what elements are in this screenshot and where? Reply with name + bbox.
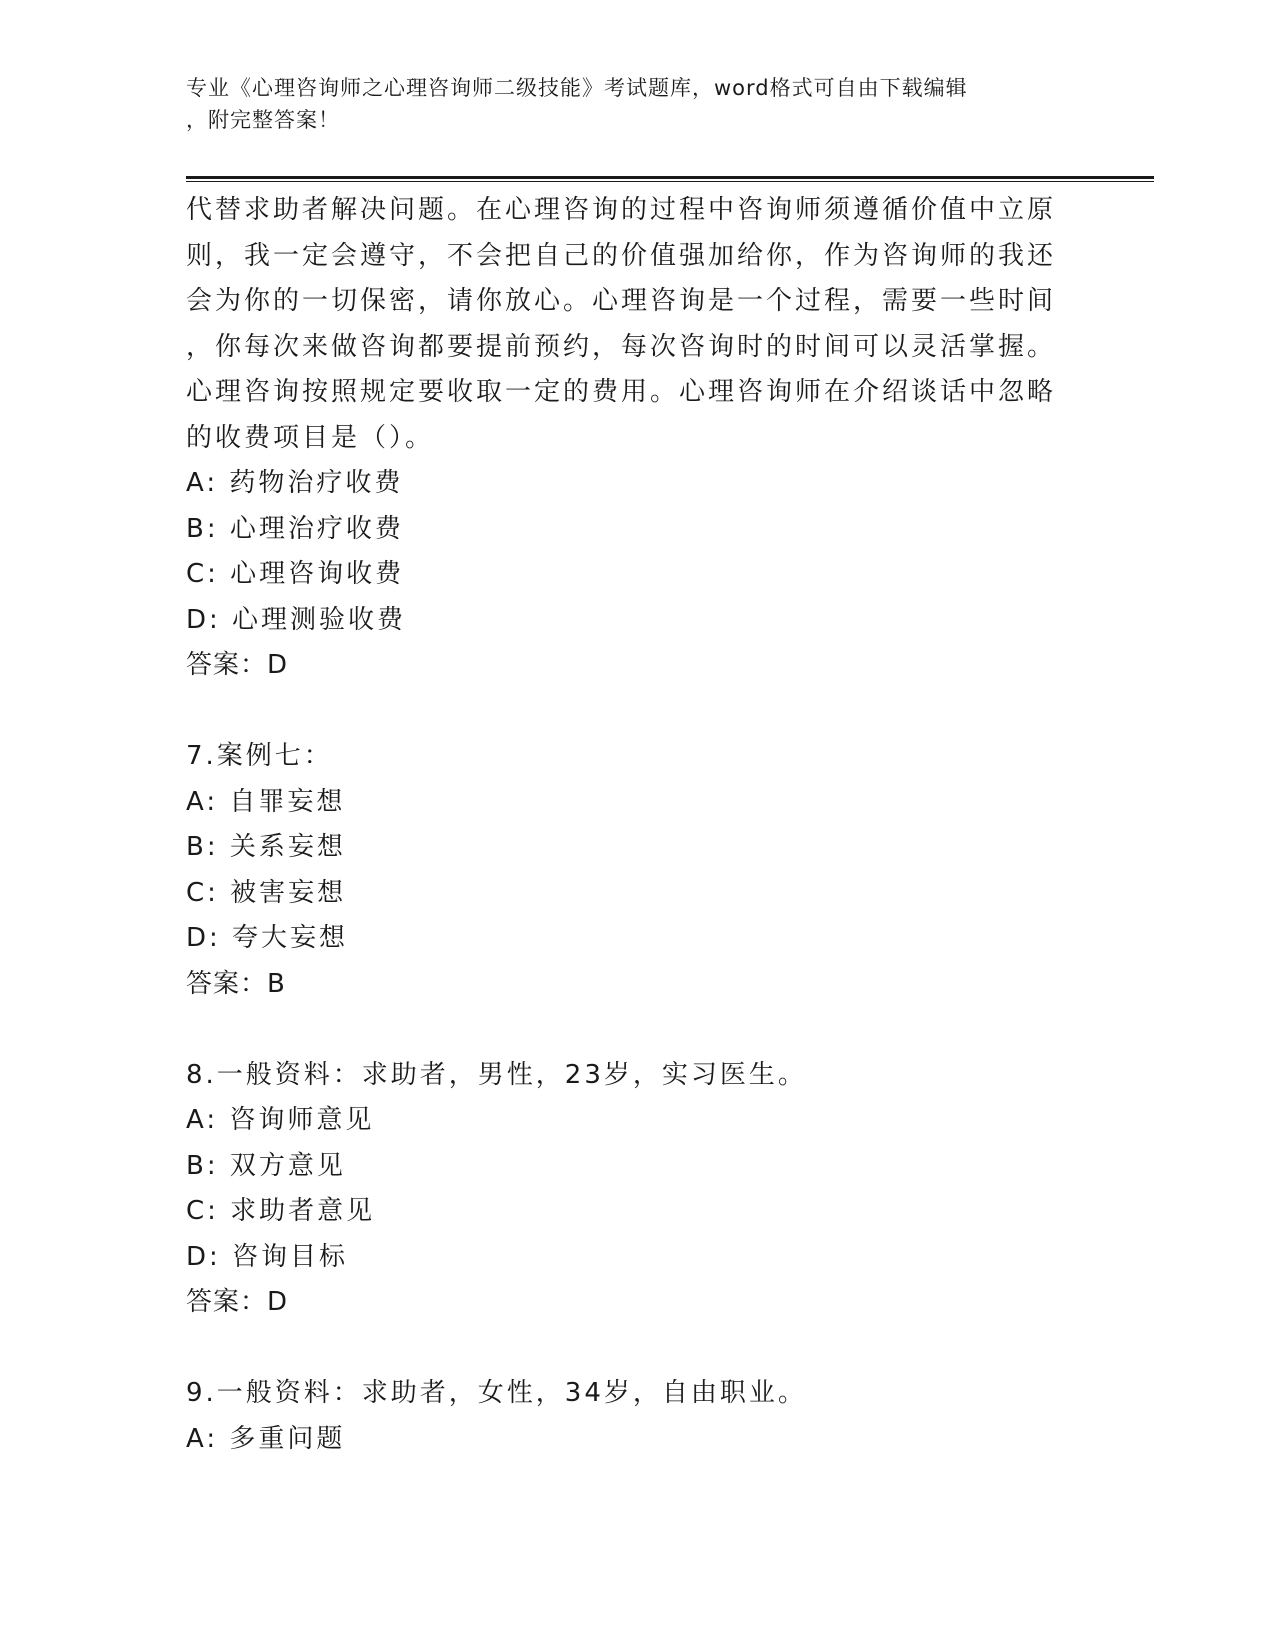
question-8-option-a: A: 咨询师意见	[186, 1105, 375, 1135]
question-6-stem-line-3: 会为你的一切保密，请你放心。心理咨询是一个过程，需要一些时间	[186, 286, 1057, 316]
question-6-option-a: A: 药物治疗收费	[186, 468, 404, 498]
question-9	[186, 1371, 1086, 1462]
question-6-answer: 答案：D	[186, 650, 289, 680]
header-divider-thin	[186, 181, 1154, 182]
question-9-option-a: A: 多重问题	[186, 1423, 346, 1454]
header-divider-thick	[186, 176, 1154, 179]
question-7-answer: 答案：B	[186, 968, 286, 999]
question-6-stem-line-5: 心理咨询按照规定要收取一定的费用。心理咨询师在介绍谈话中忽略	[186, 377, 1057, 407]
question-6-stem-line-6: 的收费项目是（）。	[186, 422, 435, 453]
question-6-option-c: C: 心理咨询收费	[186, 559, 405, 589]
question-7-stem: 7.案例七：	[186, 741, 333, 771]
question-6-stem-line-2: 则，我一定会遵守，不会把自己的价值强加给你，作为咨询师的我还	[186, 240, 1057, 271]
header-title-line-1: 专业《心理咨询师之心理咨询师二级技能》考试题库，word格式可自由下载编辑	[186, 76, 968, 100]
question-7-option-d: D: 夸大妄想	[186, 923, 349, 953]
question-8-option-c: C: 求助者意见	[186, 1196, 376, 1226]
question-6-stem-line-1: 代替求助者解决问题。在心理咨询的过程中咨询师须遵循价值中立原	[186, 195, 1057, 225]
document-header	[186, 72, 1066, 136]
header-title-line-2: ，附完整答案！	[186, 108, 340, 132]
question-6-stem-line-4: ，你每次来做咨询都要提前预约，每次咨询时的时间可以灵活掌握。	[186, 331, 1057, 362]
question-6	[186, 188, 1086, 689]
question-6-option-d: D: 心理测验收费	[186, 604, 407, 635]
question-7	[186, 734, 1086, 1007]
question-8-option-d: D: 咨询目标	[186, 1241, 349, 1272]
question-8-option-b: B: 双方意见	[186, 1150, 346, 1181]
question-spacer	[186, 1007, 1086, 1053]
question-8-answer: 答案：D	[186, 1287, 289, 1317]
question-8-stem: 8.一般资料：求助者，男性，23岁，实习医生。	[186, 1059, 807, 1090]
question-7-option-c: C: 被害妄想	[186, 877, 347, 908]
question-7-option-a: A: 自罪妄想	[186, 786, 346, 817]
question-9-stem: 9.一般资料：求助者，女性，34岁，自由职业。	[186, 1378, 807, 1408]
question-6-option-b: B: 心理治疗收费	[186, 513, 404, 544]
question-8	[186, 1053, 1086, 1326]
exam-content	[186, 188, 1086, 1462]
question-spacer	[186, 689, 1086, 735]
question-spacer	[186, 1326, 1086, 1372]
question-7-option-b: B: 关系妄想	[186, 832, 346, 862]
